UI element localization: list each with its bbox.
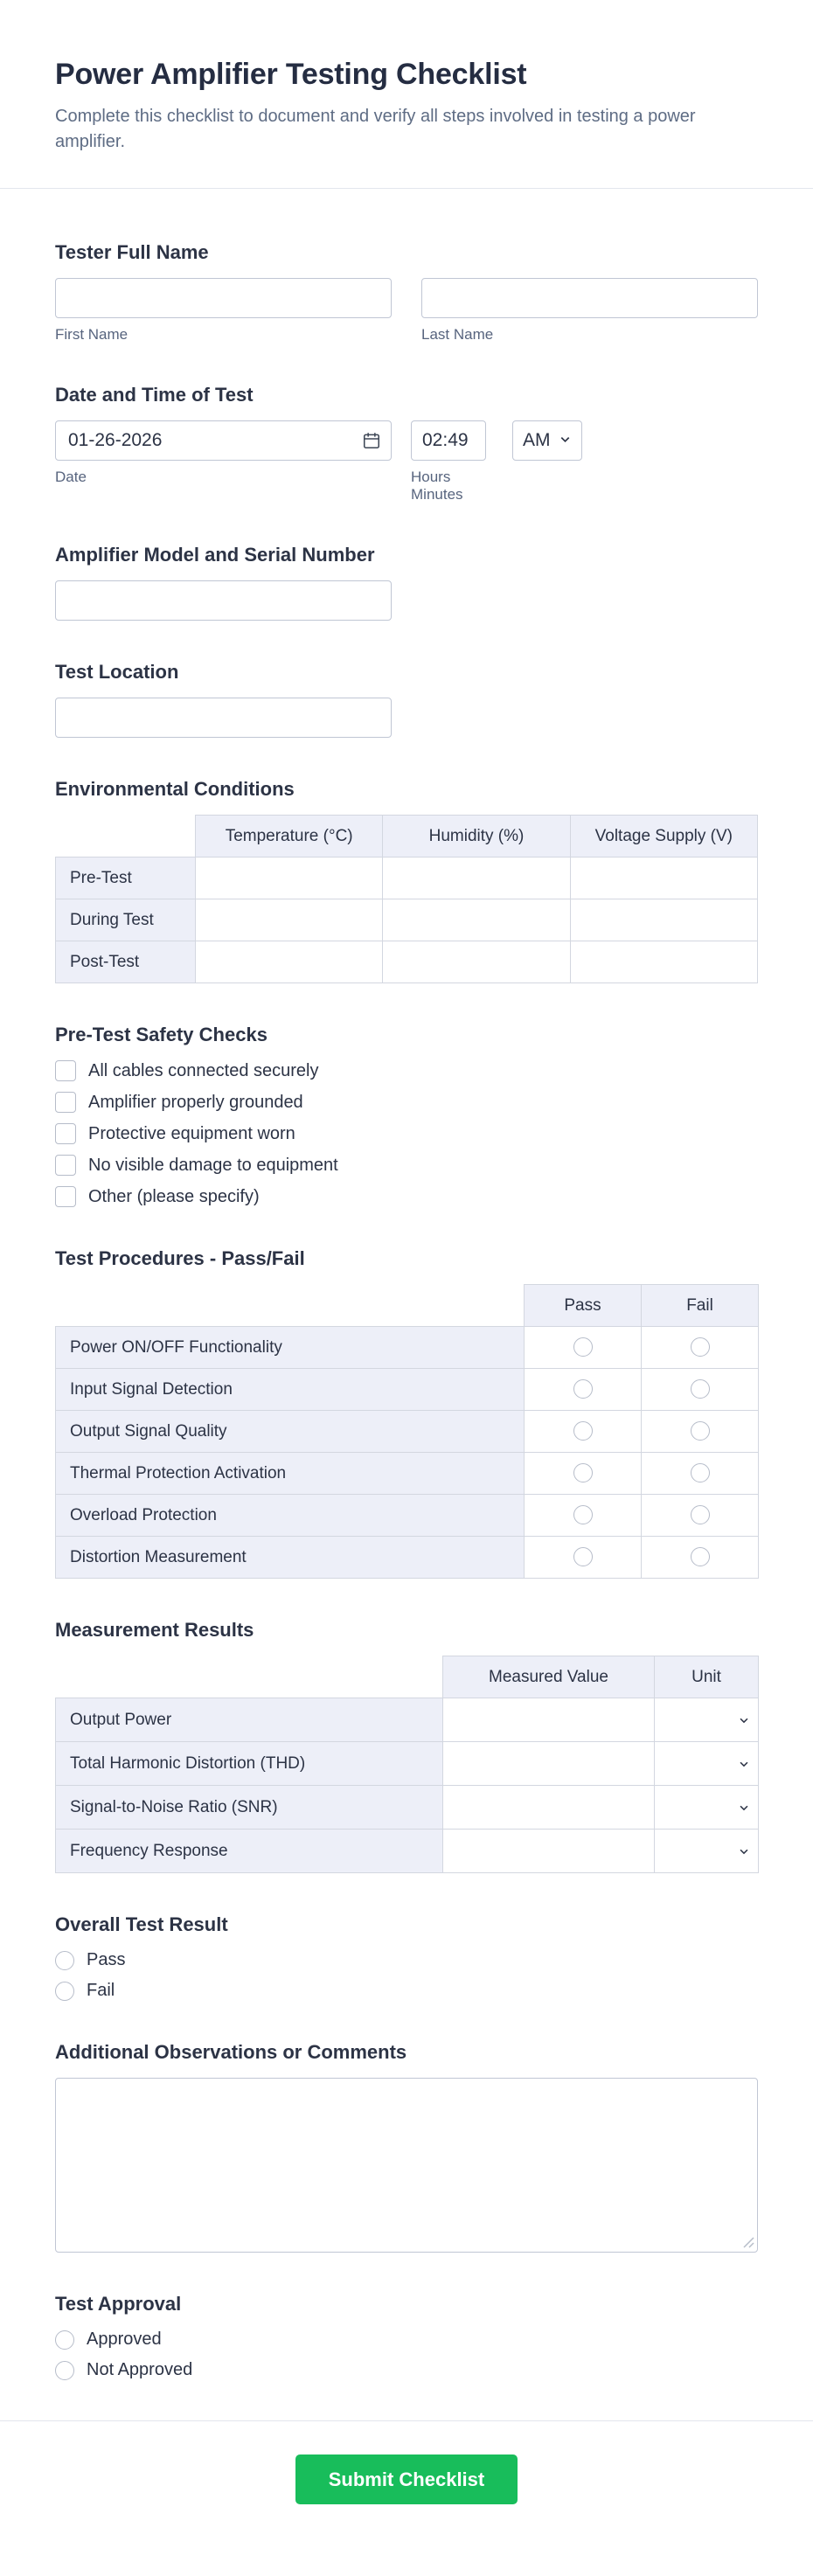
checkbox-option[interactable] xyxy=(55,1155,758,1176)
pass-radio-cell[interactable] xyxy=(525,1453,642,1495)
table-corner-cell xyxy=(56,1285,525,1327)
radio-button[interactable] xyxy=(573,1421,593,1441)
unit-select-cell[interactable] xyxy=(655,1742,759,1786)
checkbox[interactable] xyxy=(55,1092,76,1113)
chevron-down-icon xyxy=(738,1802,750,1814)
date-col xyxy=(55,420,392,486)
checkbox-label: All cables connected securely xyxy=(88,1060,319,1080)
pass-radio-cell[interactable] xyxy=(525,1411,642,1453)
column-header: Pass xyxy=(525,1285,642,1327)
last-name-input[interactable] xyxy=(421,278,758,318)
ampm-value: AM xyxy=(523,430,551,450)
checkbox-option[interactable] xyxy=(55,1123,758,1144)
procedures-table xyxy=(55,1284,759,1579)
time-col xyxy=(411,420,486,503)
fail-radio-cell[interactable] xyxy=(642,1537,759,1579)
pass-radio-cell[interactable] xyxy=(525,1537,642,1579)
column-header: Temperature (°C) xyxy=(196,816,383,858)
radio-button[interactable] xyxy=(691,1337,710,1357)
radio-button[interactable] xyxy=(55,2361,74,2380)
env-input-cell[interactable] xyxy=(196,899,383,941)
question-measurement-results xyxy=(55,1619,758,1873)
env-input-cell[interactable] xyxy=(383,858,570,899)
table-row xyxy=(56,1495,759,1537)
row-label: Total Harmonic Distortion (THD) xyxy=(56,1742,443,1786)
row-label: Output Power xyxy=(56,1698,443,1742)
fail-radio-cell[interactable] xyxy=(642,1453,759,1495)
first-name-input[interactable] xyxy=(55,278,392,318)
radio-button[interactable] xyxy=(55,1982,74,2001)
unit-select-cell[interactable] xyxy=(655,1830,759,1873)
question-label: Overall Test Result xyxy=(55,1913,228,1935)
form-footer xyxy=(0,2420,813,2569)
env-input-cell[interactable] xyxy=(570,941,757,983)
pass-radio-cell[interactable] xyxy=(525,1495,642,1537)
table-row xyxy=(56,1698,759,1742)
question-environmental-conditions xyxy=(55,778,758,983)
table-header-row xyxy=(56,1656,759,1698)
date-input-wrap xyxy=(55,420,392,461)
table-header-row xyxy=(56,1285,759,1327)
row-label: Post-Test xyxy=(56,941,196,983)
table-row xyxy=(56,1411,759,1453)
checkbox[interactable] xyxy=(55,1155,76,1176)
table-row xyxy=(56,1327,759,1369)
question-label: Measurement Results xyxy=(55,1619,254,1641)
column-header: Voltage Supply (V) xyxy=(570,816,757,858)
radio-button[interactable] xyxy=(691,1463,710,1482)
table-row xyxy=(56,1453,759,1495)
first-name-col xyxy=(55,278,392,344)
question-tester-name xyxy=(55,241,758,344)
radio-label: Fail xyxy=(87,1981,115,2000)
measured-value-cell[interactable] xyxy=(443,1830,655,1873)
radio-button[interactable] xyxy=(573,1379,593,1399)
question-test-location xyxy=(55,661,758,738)
row-label: During Test xyxy=(56,899,196,941)
checkbox-label: No visible damage to equipment xyxy=(88,1155,338,1175)
question-safety-checks xyxy=(55,1024,758,1207)
first-name-sublabel: First Name xyxy=(55,326,129,343)
radio-button[interactable] xyxy=(573,1505,593,1524)
chevron-down-icon xyxy=(738,1845,750,1857)
table-row xyxy=(56,1830,759,1873)
question-comments xyxy=(55,2041,758,2253)
env-input-cell[interactable] xyxy=(570,858,757,899)
chevron-down-icon xyxy=(559,430,572,451)
test-location-input[interactable] xyxy=(55,698,392,738)
table-row xyxy=(56,941,758,983)
unit-select-cell[interactable] xyxy=(655,1698,759,1742)
fail-radio-cell[interactable] xyxy=(642,1327,759,1369)
row-label: Pre-Test xyxy=(56,858,196,899)
unit-select-cell[interactable] xyxy=(655,1786,759,1830)
question-date-time xyxy=(55,384,758,503)
checkbox[interactable] xyxy=(55,1186,76,1207)
checkbox-option[interactable] xyxy=(55,1060,758,1081)
checkbox-label: Other (please specify) xyxy=(88,1186,260,1206)
date-time-row xyxy=(55,420,758,503)
comments-textarea-wrap xyxy=(55,2078,758,2253)
checkbox-label: Protective equipment worn xyxy=(88,1123,295,1143)
chevron-down-icon xyxy=(738,1758,750,1770)
calendar-icon[interactable] xyxy=(362,431,381,450)
question-label: Amplifier Model and Serial Number xyxy=(55,544,375,566)
table-corner-cell xyxy=(56,1656,443,1698)
column-header: Measured Value xyxy=(443,1656,655,1698)
row-label: Distortion Measurement xyxy=(56,1537,525,1579)
fail-radio-cell[interactable] xyxy=(642,1495,759,1537)
name-input-row xyxy=(55,278,758,344)
radio-label: Not Approved xyxy=(87,2360,193,2379)
column-header: Unit xyxy=(655,1656,759,1698)
table-row xyxy=(56,1537,759,1579)
last-name-col xyxy=(421,278,758,344)
column-header: Fail xyxy=(642,1285,759,1327)
submit-button[interactable]: Submit Checklist xyxy=(295,2454,518,2504)
question-label: Date and Time of Test xyxy=(55,384,254,406)
radio-option[interactable] xyxy=(55,1950,758,1970)
question-label: Tester Full Name xyxy=(55,241,209,263)
checkbox-option[interactable] xyxy=(55,1092,758,1113)
env-input-cell[interactable] xyxy=(196,858,383,899)
checkbox-option[interactable] xyxy=(55,1186,758,1207)
radio-option[interactable] xyxy=(55,2360,758,2380)
question-label: Environmental Conditions xyxy=(55,778,295,800)
date-input[interactable] xyxy=(55,420,392,461)
radio-button[interactable] xyxy=(55,2330,74,2350)
measured-value-cell[interactable] xyxy=(443,1698,655,1742)
question-overall-result xyxy=(55,1913,758,2001)
question-label: Test Location xyxy=(55,661,179,683)
table-row xyxy=(56,899,758,941)
time-sublabel: Hours Minutes xyxy=(411,469,463,503)
radio-button[interactable] xyxy=(691,1505,710,1524)
env-input-cell[interactable] xyxy=(383,899,570,941)
time-input[interactable] xyxy=(411,420,486,461)
last-name-sublabel: Last Name xyxy=(421,326,494,343)
radio-button[interactable] xyxy=(55,1951,74,1970)
pass-radio-cell[interactable] xyxy=(525,1327,642,1369)
env-input-cell[interactable] xyxy=(383,941,570,983)
question-label: Test Procedures - Pass/Fail xyxy=(55,1247,305,1269)
radio-button[interactable] xyxy=(691,1547,710,1566)
table-row xyxy=(56,1369,759,1411)
table-corner-cell xyxy=(56,816,196,858)
radio-label: Approved xyxy=(87,2330,162,2349)
table-header-row xyxy=(56,816,758,858)
checkbox-label: Amplifier properly grounded xyxy=(88,1092,303,1112)
amplifier-model-input[interactable] xyxy=(55,580,392,621)
ampm-select[interactable] xyxy=(512,420,582,461)
radio-label: Pass xyxy=(87,1950,126,1969)
radio-button[interactable] xyxy=(691,1379,710,1399)
comments-textarea[interactable] xyxy=(55,2078,758,2253)
question-test-procedures xyxy=(55,1247,758,1579)
radio-option[interactable] xyxy=(55,1981,758,2001)
env-input-cell[interactable] xyxy=(570,899,757,941)
form-header xyxy=(0,0,813,189)
radio-button[interactable] xyxy=(691,1421,710,1441)
row-label: Frequency Response xyxy=(56,1830,443,1873)
table-row xyxy=(56,858,758,899)
measured-value-cell[interactable] xyxy=(443,1786,655,1830)
fail-radio-cell[interactable] xyxy=(642,1411,759,1453)
row-label: Overload Protection xyxy=(56,1495,525,1537)
measured-value-cell[interactable] xyxy=(443,1742,655,1786)
question-label: Test Approval xyxy=(55,2293,182,2315)
row-label: Output Signal Quality xyxy=(56,1411,525,1453)
table-row xyxy=(56,1786,759,1830)
environmental-table xyxy=(55,815,758,983)
row-label: Signal-to-Noise Ratio (SNR) xyxy=(56,1786,443,1830)
radio-option[interactable] xyxy=(55,2330,758,2350)
measurements-table xyxy=(55,1656,759,1873)
form-body xyxy=(0,189,813,2380)
checkbox[interactable] xyxy=(55,1123,76,1144)
form-title: Power Amplifier Testing Checklist xyxy=(55,58,527,91)
row-label: Thermal Protection Activation xyxy=(56,1453,525,1495)
form-subtitle: Complete this checklist to document and verify all steps involved in testing a power amplifier. xyxy=(55,107,696,151)
radio-button[interactable] xyxy=(573,1463,593,1482)
date-sublabel: Date xyxy=(55,469,87,485)
question-label: Pre-Test Safety Checks xyxy=(55,1024,268,1045)
env-input-cell[interactable] xyxy=(196,941,383,983)
question-label: Additional Observations or Comments xyxy=(55,2041,407,2063)
table-row xyxy=(56,1742,759,1786)
question-test-approval xyxy=(55,2293,758,2380)
question-amplifier-model xyxy=(55,544,758,621)
radio-button[interactable] xyxy=(573,1337,593,1357)
chevron-down-icon xyxy=(738,1714,750,1726)
checkbox[interactable] xyxy=(55,1060,76,1081)
radio-button[interactable] xyxy=(573,1547,593,1566)
row-label: Input Signal Detection xyxy=(56,1369,525,1411)
row-label: Power ON/OFF Functionality xyxy=(56,1327,525,1369)
column-header: Humidity (%) xyxy=(383,816,570,858)
ampm-col xyxy=(512,420,582,461)
fail-radio-cell[interactable] xyxy=(642,1369,759,1411)
pass-radio-cell[interactable] xyxy=(525,1369,642,1411)
